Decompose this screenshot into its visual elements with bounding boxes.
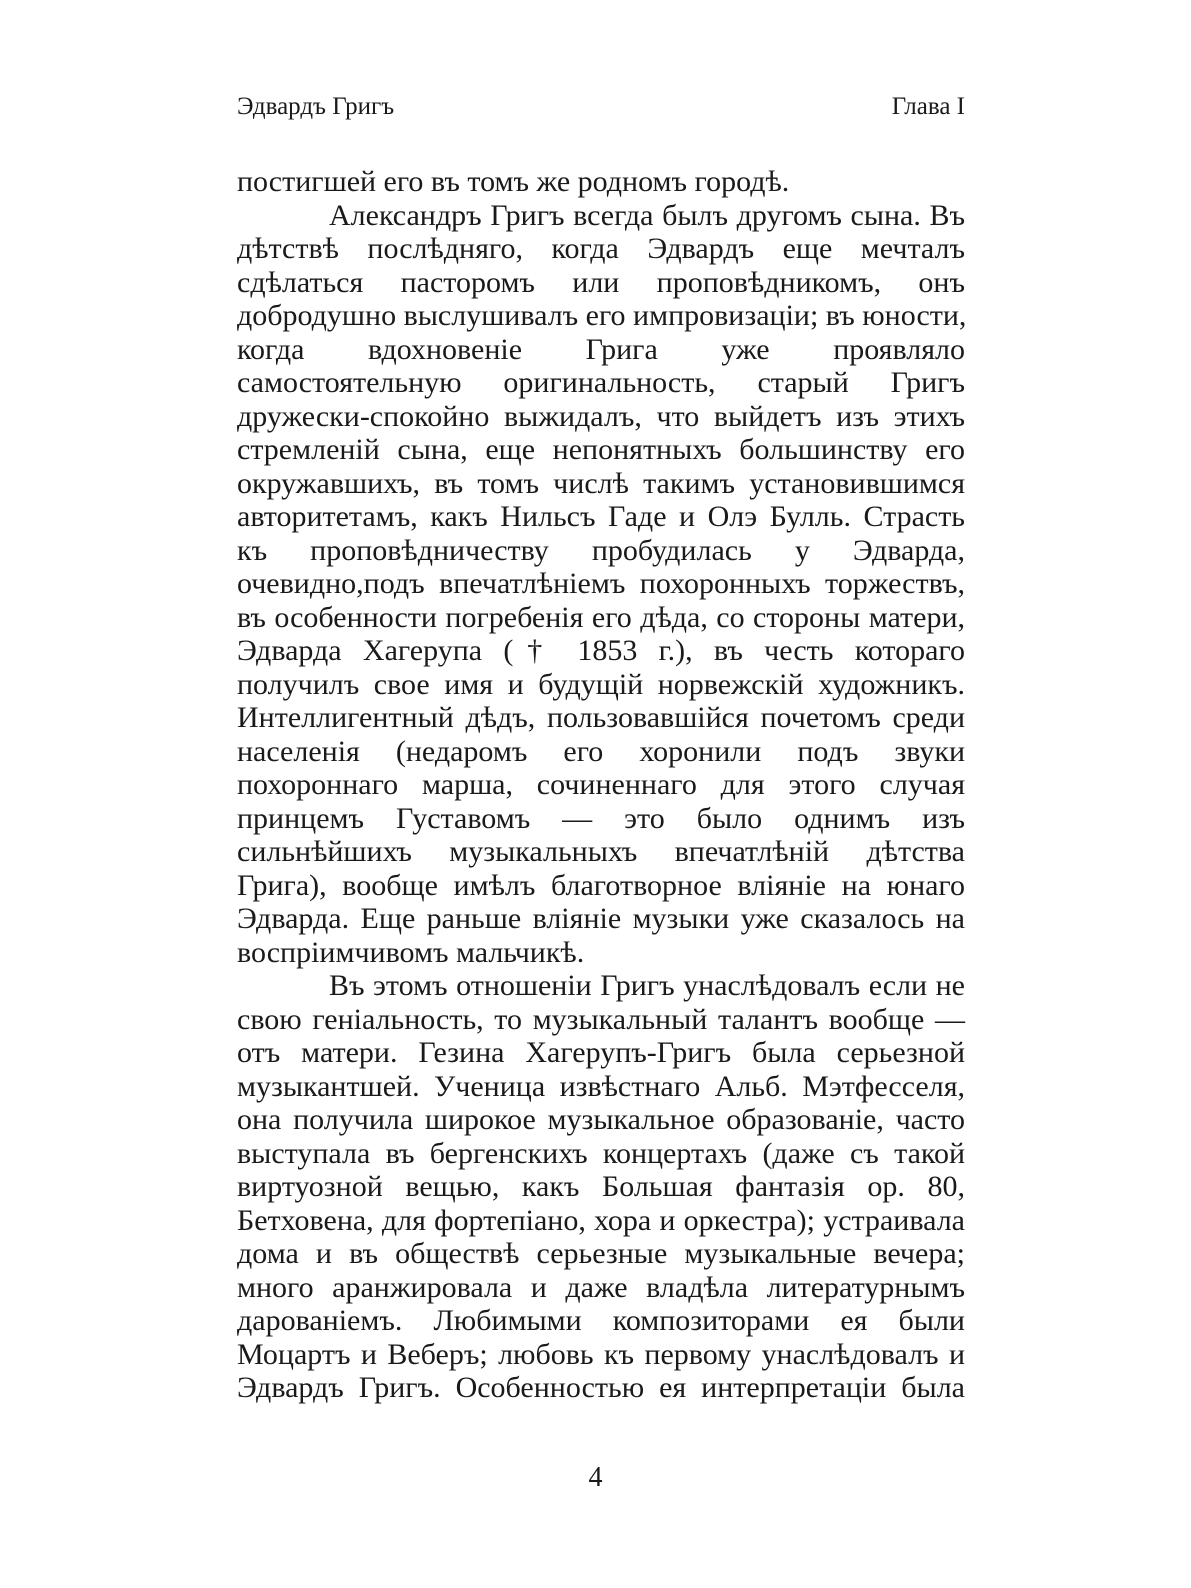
header-author: Эдвардъ Григъ: [237, 93, 395, 120]
text-line: Грига), вообще имѣлъ благотворное вліяніе на юнаго: [237, 868, 965, 902]
text-line: музыкантшей. Ученица извѣстнаго Альб. Мэтфесселя,: [237, 1069, 965, 1103]
text-line: постигшей его въ томъ же родномъ городѣ.: [237, 165, 790, 198]
text-line: авторитетамъ, какъ Нильсъ Гаде и Олэ Булль. Страсть: [237, 500, 965, 533]
page-number: 4: [588, 1462, 603, 1493]
text-line: окружавшихъ, въ томъ числѣ такимъ установившимся: [237, 466, 965, 500]
text-line: дружески-спокойно выжидалъ, что выйдетъ изъ этихъ: [237, 399, 965, 433]
text-line: населенія (недаромъ его хоронили подъ звуки: [237, 734, 965, 768]
text-line: воспріимчивомъ мальчикѣ.: [237, 935, 585, 969]
text-line: когда вдохновеніе Грига уже проявляло: [237, 332, 965, 366]
text-line: Интеллигентный дѣдъ, пользовавшійся почетомъ среди: [237, 701, 965, 734]
text-line: очевидно,подъ впечатлѣніемъ похоронныхъ торжествъ,: [237, 567, 965, 600]
text-line: Эдварда Хагерупа († 1853 г.), въ честь котораго: [237, 634, 965, 667]
text-line: отъ матери. Гезина Хагерупъ-Григъ была серьезной: [237, 1036, 965, 1069]
text-line: получилъ свое имя и будущій норвежскій художникъ.: [237, 667, 965, 701]
text-line: она получила широкое музыкальное образованіе, часто: [237, 1103, 965, 1136]
text-line: сильнѣйшихъ музыкальныхъ впечатлѣній дѣтства: [237, 835, 965, 868]
text-line: дѣтствѣ послѣдняго, когда Эдвардъ еще мечталъ: [237, 232, 965, 265]
text-line: Эдварда. Еще раньше вліяніе музыки уже сказалось на: [237, 902, 965, 935]
body-text: [237, 165, 965, 1405]
text-line: дома и въ обществѣ серьезные музыкальные вечера;: [237, 1237, 965, 1270]
text-line: самостоятельную оригинальность, старый Григъ: [237, 366, 965, 399]
text-line: къ проповѣдничеству пробудилась у Эдварда,: [237, 533, 965, 567]
text-line: Эдвардъ Григъ. Особенностью ея интерпретаціи была: [237, 1371, 965, 1404]
text-line: Бетховена, для фортепіано, хора и оркестра); устраивала: [237, 1203, 965, 1237]
text-line: сдѣлаться пасторомъ или проповѣдникомъ, онъ: [237, 265, 965, 299]
text-line: похороннаго марша, сочиненнаго для этого случая: [237, 768, 965, 801]
text-line: много аранжировала и даже владѣла литературнымъ: [237, 1270, 965, 1304]
text-line: Александръ Григъ всегда былъ другомъ сына. Въ: [329, 198, 965, 232]
text-line: добродушно выслушивалъ его импровизаціи; въ юности,: [237, 299, 967, 332]
text-line: свою геніальность, то музыкальный талантъ вообще —: [237, 1002, 965, 1036]
text-line: выступала въ бергенскихъ концертахъ (даже съ такой: [237, 1136, 965, 1170]
text-line: въ особенности погребенія его дѣда, со стороны матери,: [237, 600, 965, 634]
header-chapter: Глава I: [891, 93, 965, 120]
text-line: Моцартъ и Веберъ; любовь къ первому унаслѣдовалъ и: [237, 1337, 965, 1371]
text-line: Въ этомъ отношеніи Григъ унаслѣдовалъ если не: [329, 969, 965, 1002]
text-line: дарованіемъ. Любимыми композиторами ея были: [237, 1304, 965, 1337]
text-line: принцемъ Густавомъ — это было однимъ изъ: [237, 801, 965, 835]
text-line: стремленій сына, еще непонятныхъ большинству его: [237, 433, 965, 466]
text-line: виртуозной вещью, какъ Большая фантазія ор. 80,: [237, 1170, 965, 1203]
